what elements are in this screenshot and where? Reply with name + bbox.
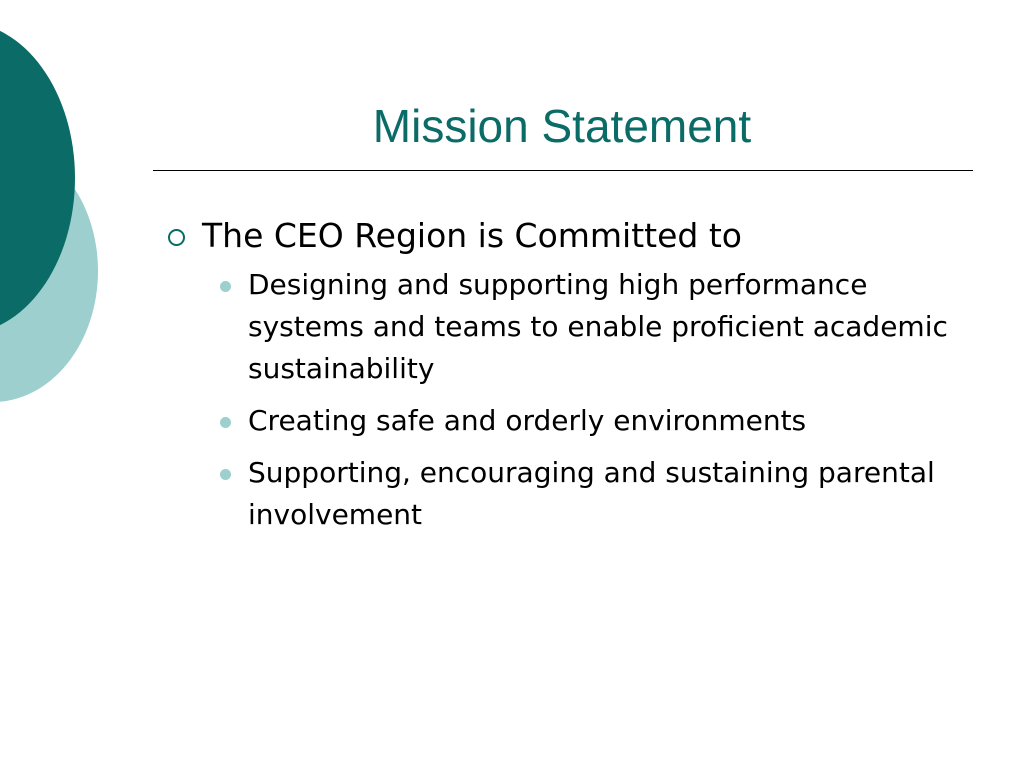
bullet-level-1 [160, 210, 990, 262]
sub-bullet-item [160, 400, 990, 442]
filled-dot-bullet-icon [220, 469, 231, 480]
sub-bullet-text: Creating safe and orderly environments [248, 404, 807, 437]
filled-dot-bullet-icon [220, 281, 231, 292]
sub-bullet-item [160, 452, 990, 536]
hollow-circle-bullet-icon [168, 229, 185, 246]
sub-bullet-text: Designing and supporting high performance systems and teams to enable proficient academic sustainability [248, 268, 948, 385]
slide-title: Mission Statement [372, 100, 752, 152]
bullet-level-1-text: The CEO Region is Committed to [202, 216, 742, 255]
sub-bullet-text: Supporting, encouraging and sustaining parental involvement [248, 456, 935, 531]
sub-bullet-item [160, 264, 990, 390]
slide-body [160, 210, 990, 546]
title-divider [153, 170, 973, 171]
filled-dot-bullet-icon [220, 417, 231, 428]
sub-bullet-list [160, 264, 990, 536]
